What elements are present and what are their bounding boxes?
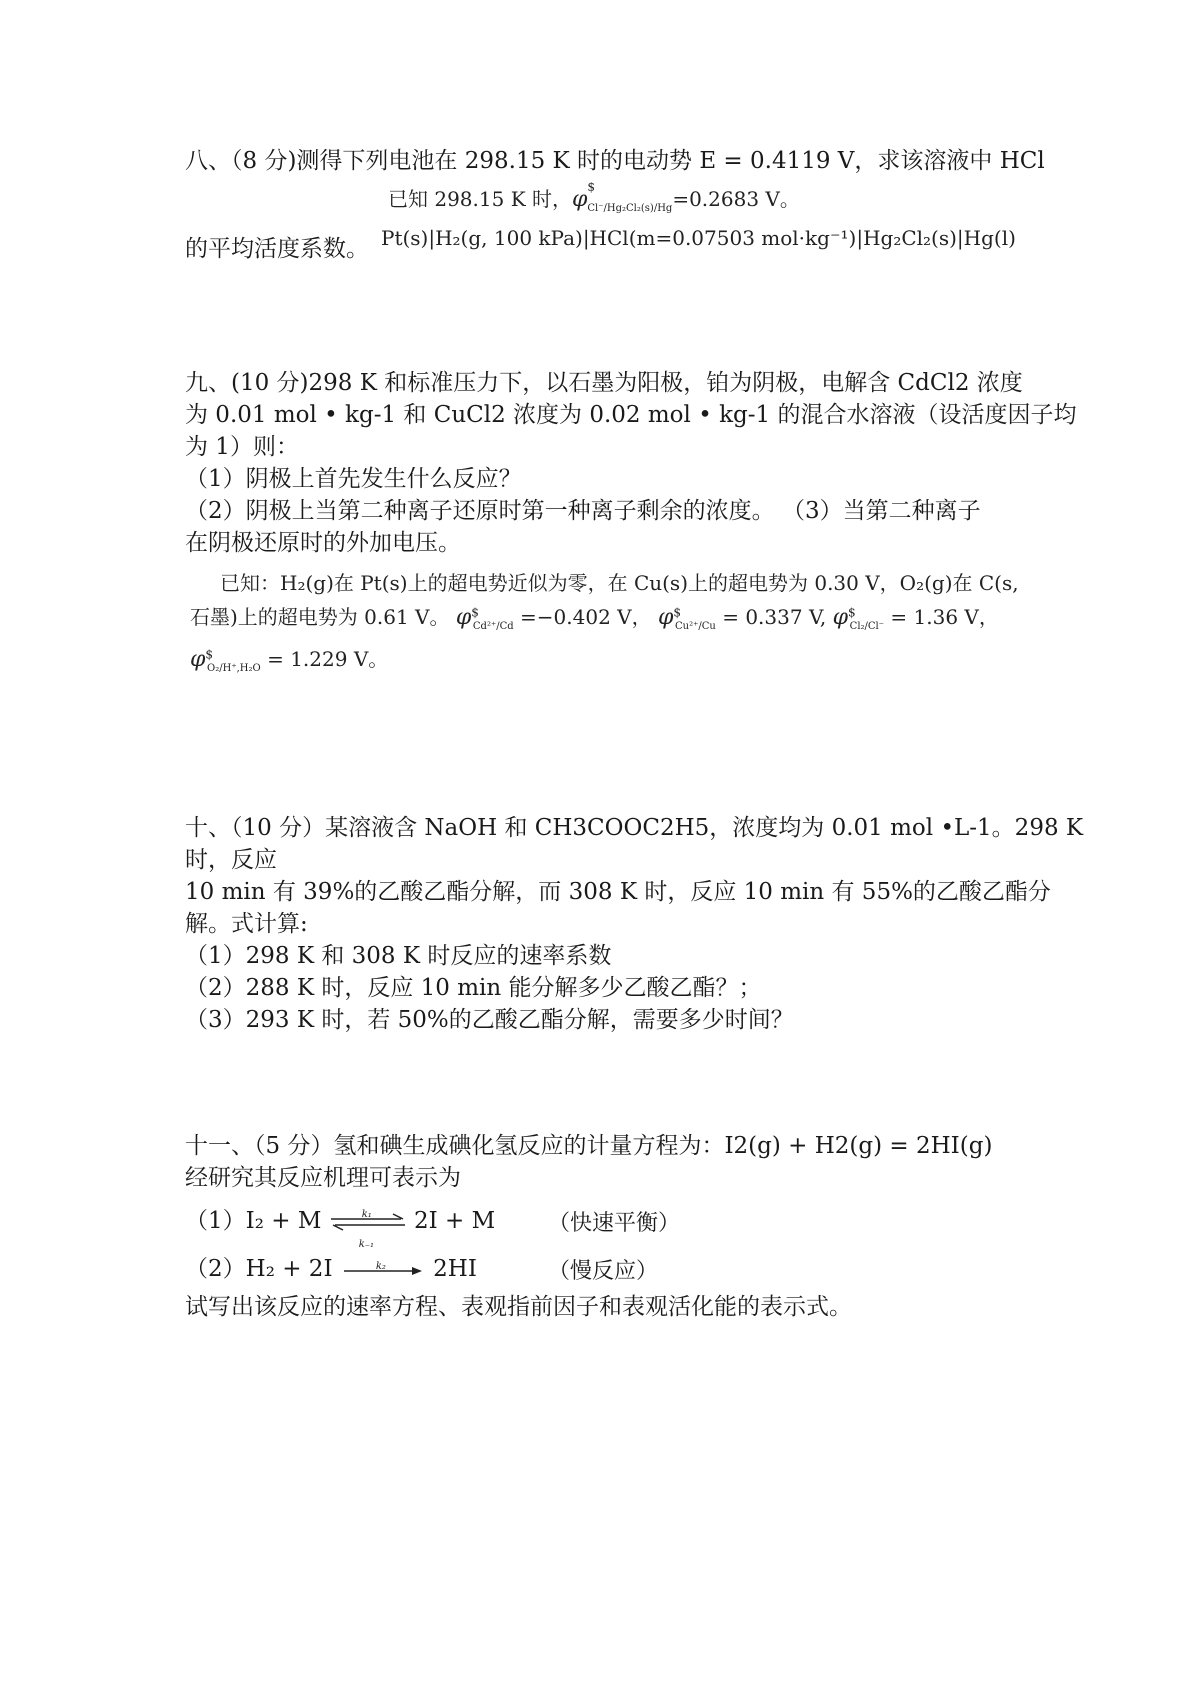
- q8-line1: 八、（8 分)测得下列电池在 298.15 K 时的电动势 E = 0.4119 V，求该溶液中 HCl: [185, 148, 1045, 174]
- step1-note: （快速平衡）: [548, 1211, 681, 1236]
- q9-cu-value: = 0.337 V,: [722, 605, 827, 629]
- step2-label: （2）: [185, 1256, 246, 1282]
- q9-phi-sup: $: [471, 605, 479, 620]
- phi-symbol: φ: [832, 605, 849, 630]
- q9-cd-value: =−0.402 V，: [520, 605, 652, 629]
- q10-line6: （2）288 K 时，反应 10 min 能分解多少乙酸乙酯？；: [185, 975, 762, 1001]
- phi-symbol: φ: [572, 187, 588, 212]
- q10-line7: （3）293 K 时，若 50%的乙酸乙酯分解，需要多少时间？: [185, 1007, 794, 1033]
- q9-line2: 为 0.01 mol • kg-1 和 CuCl2 浓度为 0.02 mol • kg-1 的混合水溶液（设活度因子均: [185, 402, 1077, 428]
- q8-line3: 的平均活度系数。: [185, 236, 369, 262]
- q9-known3: [190, 646, 388, 673]
- mechanism-step-1: [185, 1206, 496, 1250]
- q8-known-prefix: 已知 298.15 K 时，: [388, 187, 572, 211]
- q9-line5: （2）阴极上当第二种离子还原时第一种离子剩余的浓度。 （3）当第二种离子: [185, 498, 981, 524]
- q11-line2: 经研究其反应机理可表示为: [185, 1165, 461, 1191]
- q9-phi-sup: $: [848, 605, 856, 620]
- q11-last-line: 试写出该反应的速率方程、表观指前因子和表观活化能的表示式。: [185, 1294, 852, 1320]
- phi-symbol: φ: [657, 605, 674, 630]
- k2-label: k₂: [375, 1261, 386, 1272]
- q10-line5: （1）298 K 和 308 K 时反应的速率系数: [185, 943, 612, 969]
- equilibrium-arrow-icon: [329, 1207, 407, 1250]
- step1-reactants: I₂ + M: [245, 1208, 322, 1234]
- q10-line3: 10 min 有 39%的乙酸乙酯分解，而 308 K 时，反应 10 min 有 55%的乙酸乙酯分: [185, 879, 1051, 905]
- q11-line1: 十一、（5 分）氢和碘生成碘化氢反应的计量方程为：I2(g) + H2(g) = 2HI(g): [185, 1133, 993, 1159]
- q8-cell-notation: Pt(s)|H₂(g, 100 kPa)|HCl(m=0.07503 mol·kg⁻¹)|Hg₂Cl₂(s)|Hg(l): [381, 226, 1016, 250]
- q8-phi-sub: Cl⁻/Hg₂Cl₂(s)/Hg: [587, 203, 673, 214]
- q9-cl-sub: Cl₂/Cl⁻: [849, 621, 885, 632]
- q9-o2-value: = 1.229 V。: [267, 647, 389, 671]
- q9-cd-sub: Cd²⁺/Cd: [472, 621, 514, 632]
- step1-label: （1）: [185, 1208, 246, 1234]
- step2-products: 2HI: [433, 1256, 477, 1282]
- q9-line6: 在阴极还原时的外加电压。: [185, 530, 461, 556]
- phi-symbol: φ: [455, 605, 472, 630]
- q9-line3: 为 1）则：: [185, 434, 299, 460]
- q8-known: 已知 298.15 K 时，φ $ $_{Cl^-/Hg_2Cl_2(s)/Hg}$=0.2683 V。: [388, 179, 800, 214]
- step2-note: （慢反应）: [548, 1259, 659, 1284]
- q10-line4: 解。式计算:: [185, 911, 308, 937]
- q9-line4: （1）阴极上首先发生什么反应？: [185, 466, 522, 492]
- mechanism-step-2: [185, 1254, 477, 1285]
- q9-line1: 九、(10 分)298 K 和标准压力下，以石墨为阳极，铂为阴极，电解含 CdCl2 浓度: [185, 370, 1023, 396]
- q9-known2: [190, 604, 999, 631]
- q9-known1: 已知：H₂(g)在 Pt(s)上的超电势近似为零，在 Cu(s)上的超电势为 0.30 V，O₂(g)在 C(s,: [220, 571, 1019, 595]
- k-minus1-label: k₋₁: [358, 1239, 375, 1250]
- q9-cu-sub: Cu²⁺/Cu: [675, 621, 716, 632]
- q9-cl-value: = 1.36 V，: [890, 605, 999, 629]
- q9-known2-prefix: 石墨)上的超电势为 0.61 V。: [190, 605, 450, 629]
- q9-o2-sub: O₂/H⁺,H₂O: [207, 663, 261, 674]
- q10-line1: 十、（10 分）某溶液含 NaOH 和 CH3COOC2H5，浓度均为 0.01 mol •L-1。298 K: [185, 815, 1084, 841]
- phi-symbol: φ: [190, 647, 206, 672]
- q9-phi-sup: $: [673, 605, 682, 620]
- k1-label: k₁: [361, 1209, 372, 1220]
- q9-phi-sup: $: [205, 647, 214, 662]
- q8-phi-value: =0.2683 V。: [672, 187, 800, 211]
- q10-line2: 时，反应: [185, 847, 277, 873]
- step2-reactants: H₂ + 2I: [245, 1256, 333, 1282]
- step1-products: 2I + M: [414, 1208, 496, 1234]
- forward-arrow-icon: [340, 1255, 426, 1285]
